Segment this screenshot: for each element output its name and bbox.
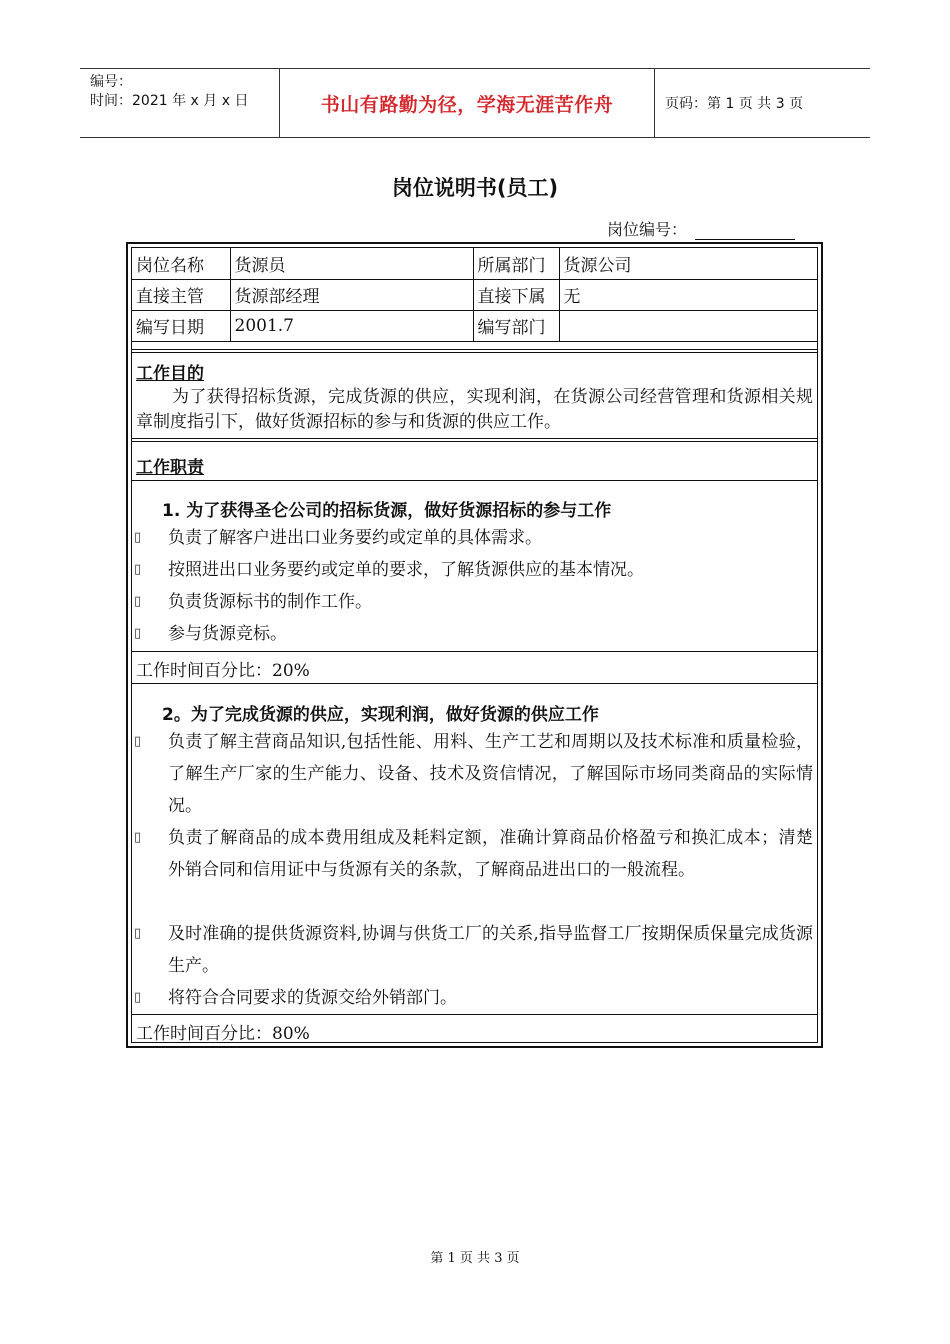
list-item-text: 负责了解客户进出口业务要约或定单的具体需求。 bbox=[168, 528, 542, 548]
purpose-heading: 工作目的 bbox=[136, 364, 204, 384]
info-key: 编写日期 bbox=[132, 310, 230, 341]
header-page: 页码：第 1 页 共 3 页 bbox=[665, 96, 804, 112]
list-item bbox=[134, 586, 813, 618]
square-bullet-icon: ▯ bbox=[134, 926, 142, 941]
info-table bbox=[132, 248, 817, 342]
list-item bbox=[134, 554, 813, 586]
info-value: 货源部经理 bbox=[230, 279, 473, 310]
divider bbox=[132, 1014, 817, 1015]
divider bbox=[132, 683, 817, 684]
divider bbox=[132, 349, 817, 353]
list-item-text: 负责了解商品的成本费用组成及耗料定额，准确计算商品价格盈亏和换汇成本；清楚外销合同和信用证中与货源有关的条款，了解商品进出口的一般流程。 bbox=[168, 828, 813, 880]
square-bullet-icon: ▯ bbox=[134, 530, 142, 545]
list-item-text: 负责了解主营商品知识,包括性能、用料、生产工艺和周期以及技术标准和质量检验，了解生产厂家的生产能力、设备、技术及资信情况，了解国际市场同类商品的实际情况。 bbox=[168, 732, 813, 816]
info-value: 2001.7 bbox=[230, 310, 473, 341]
page-footer: 第 1 页 共 3 页 bbox=[430, 1251, 520, 1266]
list-item-text: 负责货源标书的制作工作。 bbox=[168, 592, 372, 612]
info-value bbox=[559, 310, 817, 341]
header-time: 时间：2021 年 x 月 x 日 bbox=[90, 93, 249, 109]
header-meta bbox=[80, 69, 280, 137]
table-row bbox=[132, 279, 817, 310]
square-bullet-icon: ▯ bbox=[134, 830, 142, 845]
job-description-frame bbox=[126, 242, 823, 1048]
duty-section-title: 1. 为了获得圣仑公司的招标货源，做好货源招标的参与工作 bbox=[162, 501, 612, 521]
square-bullet-icon: ▯ bbox=[134, 594, 142, 609]
document-title: 岗位说明书(员工) bbox=[391, 176, 559, 200]
list-item-text: 将符合合同要求的货源交给外销部门。 bbox=[168, 988, 457, 1008]
table-row bbox=[132, 310, 817, 341]
list-item bbox=[134, 822, 813, 886]
list-item-text: 及时准确的提供货源资料,协调与供货工厂的关系,指导监督工厂按期保质保量完成货源生产。 bbox=[168, 924, 813, 976]
post-number-blank bbox=[695, 223, 795, 240]
info-key: 编写部门 bbox=[473, 310, 559, 341]
header-motto: 书山有路勤为径，学海无涯苦作舟 bbox=[280, 69, 655, 137]
work-time-percent: 工作时间百分比：80% bbox=[136, 1024, 310, 1044]
info-key: 直接下属 bbox=[473, 279, 559, 310]
header-number: 编号： bbox=[90, 74, 132, 90]
divider bbox=[132, 438, 817, 442]
square-bullet-icon: ▯ bbox=[134, 990, 142, 1005]
list-item bbox=[134, 982, 813, 1014]
page-header bbox=[80, 68, 870, 138]
list-item bbox=[134, 918, 813, 982]
info-key: 岗位名称 bbox=[132, 248, 230, 279]
list-item bbox=[134, 618, 813, 650]
work-time-percent: 工作时间百分比：20% bbox=[136, 661, 310, 681]
list-item bbox=[134, 726, 813, 822]
duty-section-title: 2。为了完成货源的供应，实现利润，做好货源的供应工作 bbox=[162, 705, 599, 725]
info-value: 货源员 bbox=[230, 248, 473, 279]
post-number bbox=[607, 217, 795, 240]
info-key: 所属部门 bbox=[473, 248, 559, 279]
list-item-text: 按照进出口业务要约或定单的要求，了解货源供应的基本情况。 bbox=[168, 560, 644, 580]
divider bbox=[132, 651, 817, 652]
info-value: 无 bbox=[559, 279, 817, 310]
info-key: 直接主管 bbox=[132, 279, 230, 310]
job-description-body bbox=[131, 247, 818, 1043]
list-item bbox=[134, 522, 813, 554]
list-item-text: 参与货源竞标。 bbox=[168, 624, 287, 644]
square-bullet-icon: ▯ bbox=[134, 734, 142, 749]
square-bullet-icon: ▯ bbox=[134, 626, 142, 641]
table-row bbox=[132, 248, 817, 279]
square-bullet-icon: ▯ bbox=[134, 562, 142, 577]
divider bbox=[132, 480, 817, 481]
info-value: 货源公司 bbox=[559, 248, 817, 279]
duties-heading: 工作职责 bbox=[136, 458, 204, 478]
post-number-label: 岗位编号： bbox=[607, 220, 688, 239]
purpose-text: 为了获得招标货源，完成货源的供应，实现利润，在货源公司经营管理和货源相关规章制度指引下，做好货源招标的参与和货源的供应工作。 bbox=[136, 387, 813, 432]
